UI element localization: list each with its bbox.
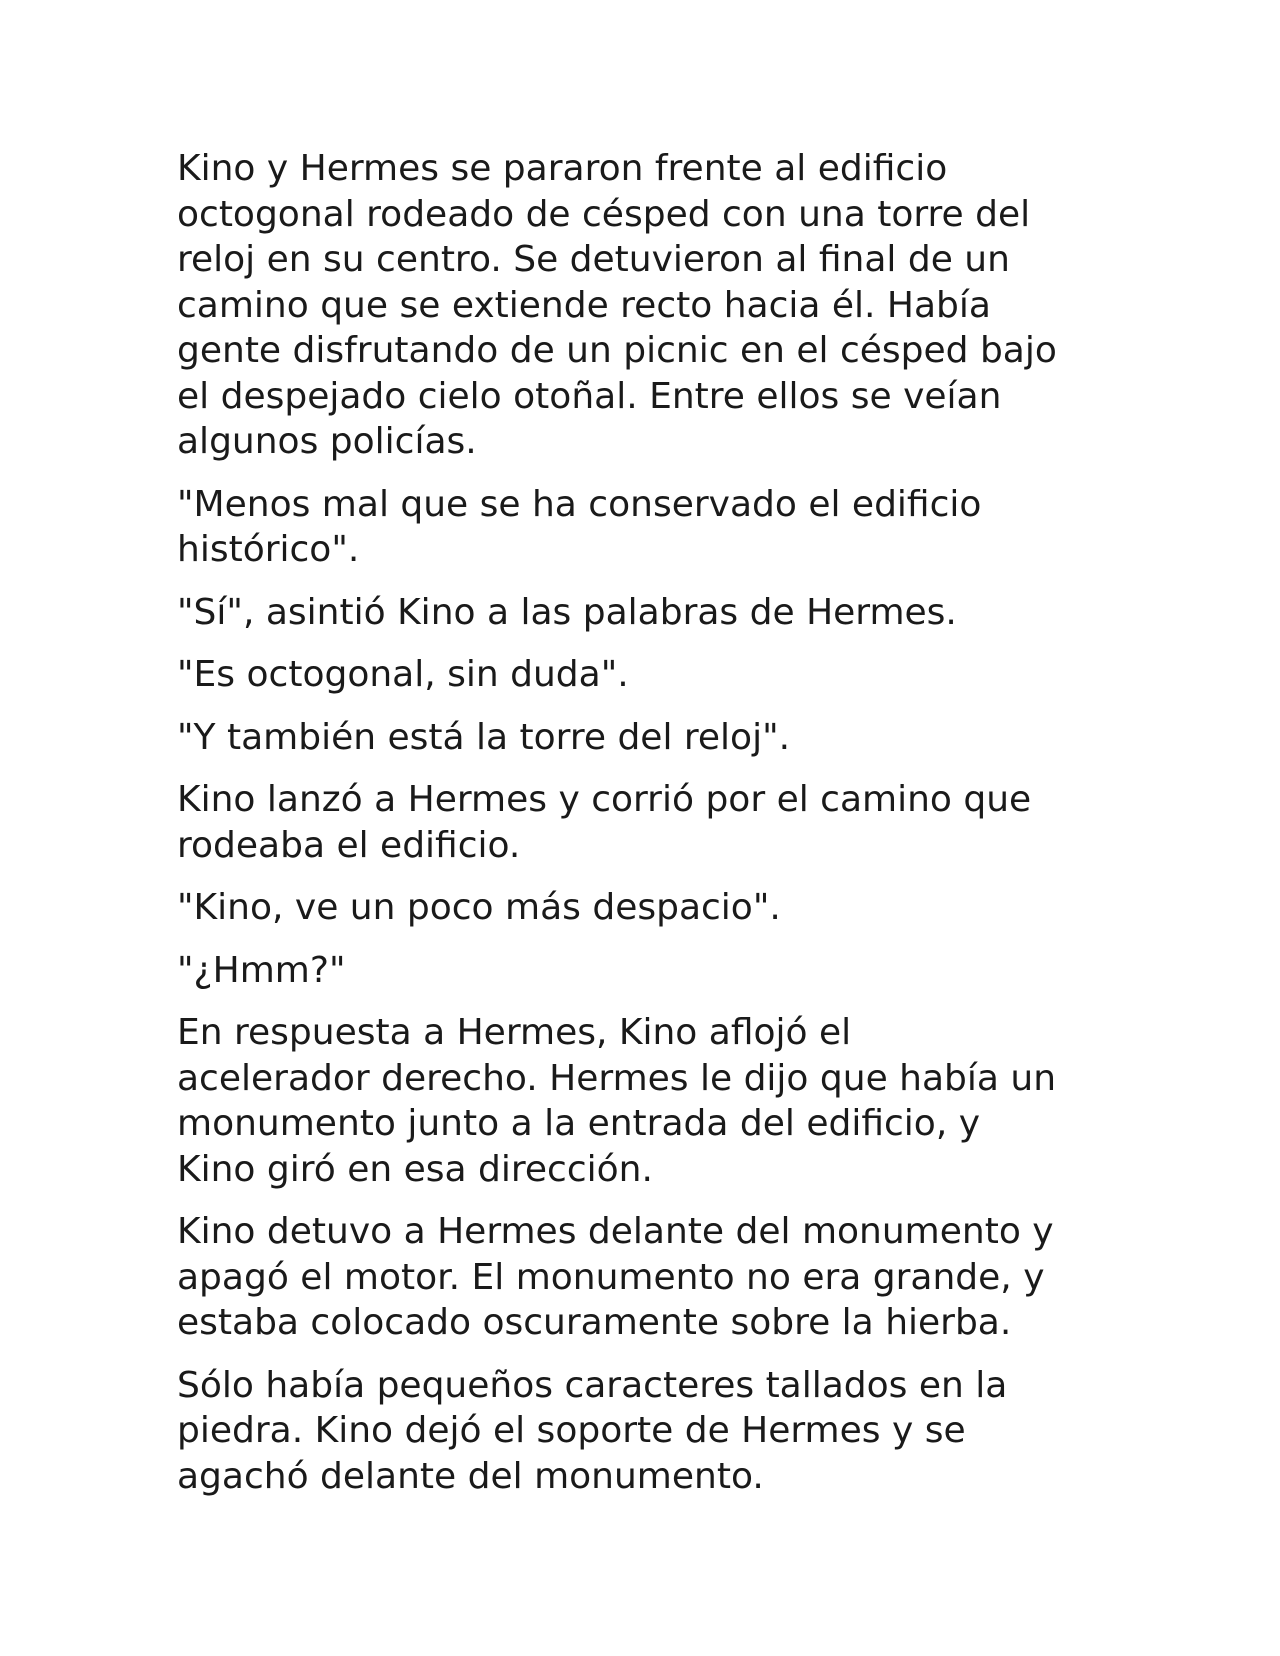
paragraph-8: "¿Hmm?" [177,949,346,991]
paragraph-9: En respuesta a Hermes, Kino aflojó el acelerador derecho. Hermes le dijo que había un monumento junto a la entrada del edificio, y Kino giró en esa dirección. [177,1012,1057,1190]
paragraph-4: "Es octogonal, sin duda". [177,654,629,695]
paragraph-6: Kino lanzó a Hermes y corrió por el camino que rodeaba el edificio. [177,779,1032,866]
paragraph-7: "Kino, ve un poco más despacio". [177,887,781,928]
paragraph-1: Kino y Hermes se pararon frente al edificio octogonal rodeado de césped con una torre del reloj en su centro. Se detuvieron al final de un camino que se extiende recto hacia él. Había gente disfrutando de un picnic en el césped bajo el despejado cielo otoñal. Entre ellos se veían algunos policías. [177,148,1057,462]
paragraph-11: Sólo había pequeños caracteres tallados en la piedra. Kino dejó el soporte de Hermes y se agachó delante del monumento. [177,1364,1008,1497]
paragraph-2: "Menos mal que se ha conservado el edificio histórico". [177,483,982,570]
body-text [177,146,1117,1516]
paragraph-5: "Y también está la torre del reloj". [177,716,791,758]
paragraph-10: Kino detuvo a Hermes delante del monumento y apagó el motor. El monumento no era grande, y estaba colocado oscuramente sobre la hierba. [177,1211,1054,1343]
paragraph-3: "Sí", asintió Kino a las palabras de Hermes. [177,591,957,633]
